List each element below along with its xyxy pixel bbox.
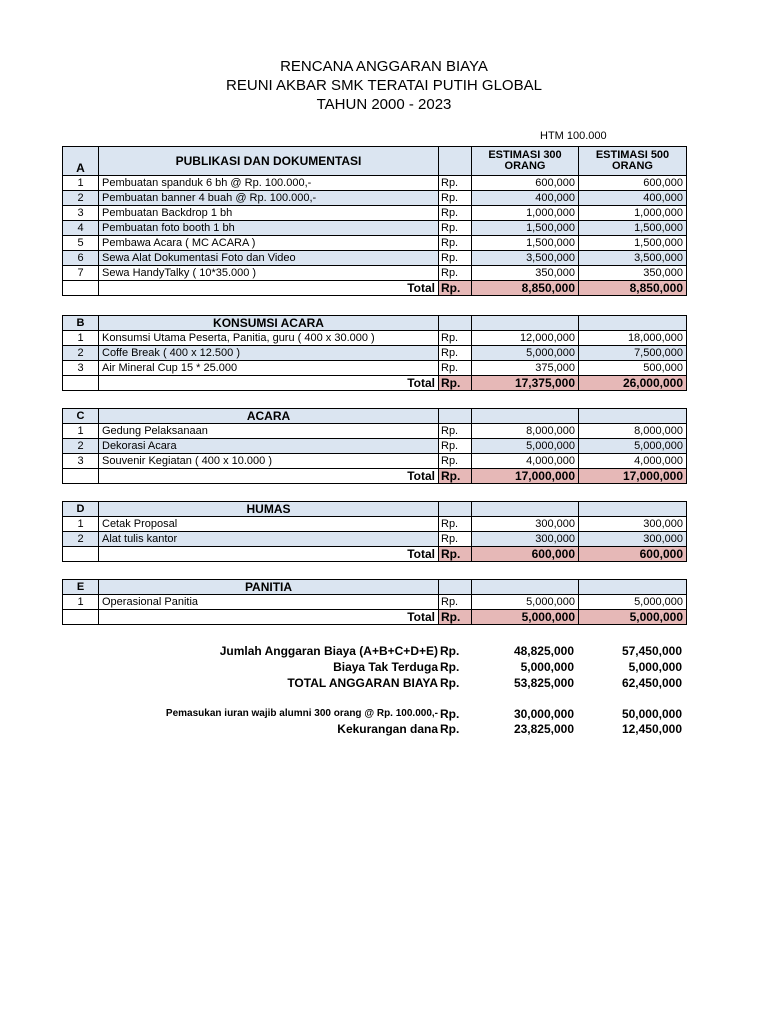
total-500: 600,000: [579, 547, 687, 562]
total-500: 8,850,000: [579, 281, 687, 296]
total-500: 17,000,000: [579, 469, 687, 484]
section-code: E: [63, 580, 99, 595]
section-name: HUMAS: [99, 502, 439, 517]
table-row: 5 Pembawa Acara ( MC ACARA ) Rp. 1,500,000 1,500,000: [63, 236, 687, 251]
section-name: KONSUMSI ACARA: [99, 316, 439, 331]
section-c-header: [63, 409, 687, 424]
section-code: D: [63, 502, 99, 517]
total-300: 600,000: [472, 547, 579, 562]
table-row: 4 Pembuatan foto booth 1 bh Rp. 1,500,000 1,500,000: [63, 221, 687, 236]
section-code: A: [63, 147, 99, 176]
table-row: 6 Sewa Alat Dokumentasi Foto dan Video Rp. 3,500,000 3,500,000: [63, 251, 687, 266]
estimate-300-header: ESTIMASI 300 ORANG: [472, 147, 579, 176]
section-d-table: [62, 501, 687, 562]
table-row: 2 Coffe Break ( 400 x 12.500 ) Rp. 5,000,000 7,500,000: [63, 346, 687, 361]
section-e-header: [63, 580, 687, 595]
section-code: B: [63, 316, 99, 331]
table-row: 7 Sewa HandyTalky ( 10*35.000 ) Rp. 350,000 350,000: [63, 266, 687, 281]
table-row: 3 Air Mineral Cup 15 * 25.000 Rp. 375,000 500,000: [63, 361, 687, 376]
total-label: Total: [99, 610, 439, 625]
table-row: 3 Souvenir Kegiatan ( 400 x 10.000 ) Rp. 4,000,000 4,000,000: [63, 454, 687, 469]
table-row: 3 Pembuatan Backdrop 1 bh Rp. 1,000,000 1,000,000: [63, 206, 687, 221]
section-d-total-row: Total Rp. 600,000 600,000: [63, 547, 687, 562]
table-row: 1 Pembuatan spanduk 6 bh @ Rp. 100.000,- Rp. 600,000 600,000: [63, 176, 687, 191]
total-label: Total: [99, 469, 439, 484]
section-b-table: [62, 315, 687, 391]
total-300: 17,375,000: [472, 376, 579, 391]
table-row: 2 Alat tulis kantor Rp. 300,000 300,000: [63, 532, 687, 547]
total-label: Total: [99, 376, 439, 391]
table-row: 1 Operasional Panitia Rp. 5,000,000 5,000,000: [63, 595, 687, 610]
section-e-table: [62, 579, 687, 625]
total-label: Total: [99, 547, 439, 562]
section-e-total-row: Total Rp. 5,000,000 5,000,000: [63, 610, 687, 625]
total-300: 8,850,000: [472, 281, 579, 296]
htm-label: HTM 100.000: [540, 130, 607, 142]
summary-tak-terduga: Biaya Tak Terduga Rp. 5,000,000 5,000,000: [333, 660, 682, 674]
table-row: 1 Gedung Pelaksanaan Rp. 8,000,000 8,000,000: [63, 424, 687, 439]
section-code: C: [63, 409, 99, 424]
document-title: RENCANA ANGGARAN BIAYA: [280, 58, 488, 75]
section-name: PANITIA: [99, 580, 439, 595]
table-row: 2 Pembuatan banner 4 buah @ Rp. 100.000,- Rp. 400,000 400,000: [63, 191, 687, 206]
section-c-table: [62, 408, 687, 484]
section-b-header: [63, 316, 687, 331]
section-name: PUBLIKASI DAN DOKUMENTASI: [99, 147, 439, 176]
table-row: 2 Dekorasi Acara Rp. 5,000,000 5,000,000: [63, 439, 687, 454]
summary-jumlah: Jumlah Anggaran Biaya (A+B+C+D+E) Rp. 48,825,000 57,450,000: [219, 644, 682, 658]
section-name: ACARA: [99, 409, 439, 424]
total-500: 26,000,000: [579, 376, 687, 391]
summary-pemasukan: Pemasukan iuran wajib alumni 300 orang @ Rp. 100.000,- Rp. 30,000,000 50,000,000: [165, 707, 682, 721]
total-500: 5,000,000: [579, 610, 687, 625]
section-a-total-row: Total Rp. 8,850,000 8,850,000: [63, 281, 687, 296]
section-a-header: [63, 147, 687, 176]
section-c-total-row: Total Rp. 17,000,000 17,000,000: [63, 469, 687, 484]
table-row: 1 Cetak Proposal Rp. 300,000 300,000: [63, 517, 687, 532]
table-row: 1 Konsumsi Utama Peserta, Panitia, guru ( 400 x 30.000 ) Rp. 12,000,000 18,000,000: [63, 331, 687, 346]
estimate-500-header: ESTIMASI 500 ORANG: [579, 147, 687, 176]
summary-kekurangan: Kekurangan dana Rp. 23,825,000 12,450,000: [337, 722, 682, 736]
total-300: 5,000,000: [472, 610, 579, 625]
section-b-total-row: Total Rp. 17,375,000 26,000,000: [63, 376, 687, 391]
summary-total-anggaran: TOTAL ANGGARAN BIAYA Rp. 53,825,000 62,450,000: [287, 676, 682, 690]
total-300: 17,000,000: [472, 469, 579, 484]
section-a-table: [62, 146, 687, 296]
section-d-header: [63, 502, 687, 517]
document-subtitle: REUNI AKBAR SMK TERATAI PUTIH GLOBAL: [226, 77, 542, 94]
total-label: Total: [99, 281, 439, 296]
document-year: TAHUN 2000 - 2023: [316, 96, 452, 113]
